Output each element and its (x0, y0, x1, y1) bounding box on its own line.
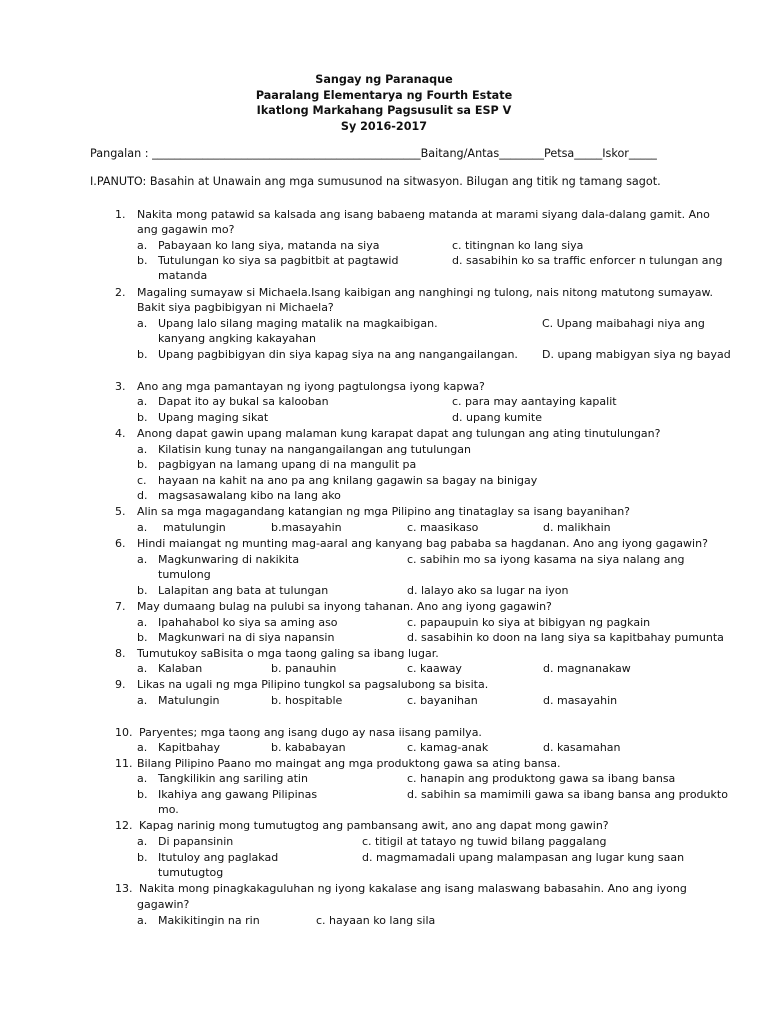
question-number: 4. (115, 427, 126, 440)
choice-text: Upang lalo silang maging matalik na magkaibigan. (158, 317, 438, 330)
student-info-line: Pangalan : ________________________________________________Baitang/Antas________Petsa_____Iskor_____ (90, 147, 657, 160)
choice-letter: b. (137, 348, 148, 361)
choice-text: b. panauhin (271, 662, 337, 675)
choice-text: c. para may aantaying kapalit (452, 395, 617, 408)
choice-text: d. magnanakaw (543, 662, 631, 675)
choice-text: c. titigil at tatayo ng tuwid bilang paggalang (362, 835, 607, 848)
choice-text: c. maasikaso (407, 521, 479, 534)
choice-text: hayaan na kahit na ano pa ang knilang gagawin sa bagay na binigay (158, 474, 538, 487)
question-text: Anong dapat gawin upang malaman kung karapat dapat ang tulungan ang ating tinutulungan? (137, 427, 661, 440)
choice-letter: a. (137, 521, 148, 534)
choice-letter: b. (137, 458, 148, 471)
choice-text: c. papaupuin ko siya at bibigyan ng pagkain (407, 616, 651, 629)
document-header (0, 72, 768, 134)
choice-letter: a. (137, 239, 148, 252)
choice-text: C. Upang maibahagi niya ang (542, 317, 705, 330)
choice-text: b.masayahin (271, 521, 342, 534)
question-text: Bakit siya pagbibigyan ni Michaela? (137, 301, 334, 314)
header-division: Sangay ng Paranaque (315, 73, 453, 86)
question-number: 3. (115, 380, 126, 393)
choice-text: Upang pagbibigyan din siya kapag siya na ang nangangailangan. (158, 348, 518, 361)
choice-text: c. kamag-anak (407, 741, 489, 754)
choice-letter: b. (137, 584, 148, 597)
choice-text: c. bayanihan (407, 694, 478, 707)
question-text: Nakita mong pinagkakaguluhan ng iyong kakalase ang isang malaswang babasahin. Ano ang iyong (139, 882, 687, 895)
choice-text: Ipahahabol ko siya sa aming aso (158, 616, 338, 629)
choice-text: d. masayahin (543, 694, 618, 707)
choice-text: Kapitbahay (158, 741, 221, 754)
question-number: 13. (115, 882, 133, 895)
question-text: Paryentes; mga taong ang isang dugo ay nasa iisang pamilya. (139, 726, 482, 739)
choice-letter: b. (137, 788, 148, 801)
choice-text: d. magmamadali upang malampasan ang lugar kung saan (362, 851, 685, 864)
choice-text: d. sasabihin ko doon na lang siya sa kapitbahay pumunta (407, 631, 724, 644)
choice-text: Magkunwari na di siya napansin (158, 631, 335, 644)
question-number: 8. (115, 647, 126, 660)
choice-text: Tangkilikin ang sariling atin (158, 772, 308, 785)
question-text: ang gagawin mo? (137, 223, 235, 236)
choice-text: Tutulungan ko siya sa pagbitbit at pagtawid (158, 254, 399, 267)
choice-text: c. sabihin mo sa iyong kasama na siya nalang ang (407, 553, 685, 566)
question-text: Likas na ugali ng mga Pilipino tungkol sa pagsalubong sa bisita. (137, 678, 489, 691)
question-number: 10. (115, 726, 133, 739)
choice-text: kanyang angking kakayahan (158, 332, 316, 345)
question-text: Nakita mong patawid sa kalsada ang isang babaeng matanda at marami siyang dala-dalang gamit. Ano (137, 208, 710, 221)
choice-text: Ikahiya ang gawang Pilipinas (158, 788, 318, 801)
choice-letter: c. (137, 474, 147, 487)
header-school: Paaralang Elementarya ng Fourth Estate (255, 88, 513, 102)
choice-letter: a. (137, 443, 148, 456)
choice-text: d. sabihin sa mamimili gawa sa ibang bansa ang produkto (407, 788, 728, 801)
choice-letter: b. (137, 631, 148, 644)
choice-letter: a. (137, 914, 148, 927)
choice-text: d. sasabihin ko sa traffic enforcer n tulungan ang (452, 254, 723, 267)
question-text: May dumaang bulag na pulubi sa inyong tahanan. Ano ang iyong gagawin? (137, 600, 552, 613)
question-number: 2. (115, 286, 126, 299)
instructions: I.PANUTO: Basahin at Unawain ang mga sumusunod na sitwasyon. Bilugan ang titik ng tamang sagot. (90, 175, 661, 188)
choice-text: Makikitingin na rin (158, 914, 260, 927)
choice-letter: a. (137, 772, 148, 785)
question-text: Hindi maiangat ng munting mag-aaral ang kanyang bag pababa sa hagdanan. Ano ang iyong gagawin? (137, 537, 708, 550)
choice-letter: b. (137, 851, 148, 864)
choice-text: c. titingnan ko lang siya (452, 239, 584, 252)
choice-text: Kilatisin kung tunay na nangangailangan ang tutulungan (158, 443, 471, 456)
choice-text: pagbigyan na lamang upang di na mangulit pa (158, 458, 417, 471)
choice-text: Matulungin (158, 694, 220, 707)
choice-letter: b. (137, 254, 148, 267)
choice-text: d. lalayo ako sa lugar na iyon (407, 584, 569, 597)
choice-text: Itutuloy ang paglakad (158, 851, 279, 864)
choice-letter: a. (137, 741, 148, 754)
choice-letter: a. (137, 395, 148, 408)
choice-letter: a. (137, 317, 148, 330)
choice-text: D. upang mabigyan siya ng bayad (542, 348, 731, 361)
question-text: Tumutukoy saBisita o mga taong galing sa ibang lugar. (137, 647, 439, 660)
choice-text: matanda (158, 269, 208, 282)
choice-text: b. hospitable (271, 694, 343, 707)
choice-letter: a. (137, 662, 148, 675)
choice-text: tumulong (158, 568, 211, 581)
choice-letter: b. (137, 411, 148, 424)
choice-text: mo. (158, 803, 179, 816)
header-school-year: Sy 2016-2017 (340, 119, 428, 133)
choice-letter: a. (137, 694, 148, 707)
choice-text: c. kaaway (407, 662, 462, 675)
choice-text: Lalapitan ang bata at tulungan (158, 584, 329, 597)
choice-text: d. kasamahan (543, 741, 621, 754)
choice-text: Upang maging sikat (158, 411, 269, 424)
choice-text: Kalaban (158, 662, 203, 675)
choice-text: c. hanapin ang produktong gawa sa ibang bansa (407, 772, 676, 785)
question-text: Kapag narinig mong tumutugtog ang pambansang awit, ano ang dapat mong gawin? (139, 819, 609, 832)
choice-text: b. kababayan (271, 741, 346, 754)
choice-text: Di papansinin (158, 835, 234, 848)
choice-letter: a. (137, 616, 148, 629)
choice-text: d. malikhain (543, 521, 611, 534)
question-number: 11. (115, 757, 133, 770)
question-text: Bilang Pilipino Paano mo maingat ang mga produktong gawa sa ating bansa. (137, 757, 561, 770)
question-number: 6. (115, 537, 126, 550)
choice-text: Magkunwaring di nakikita (158, 553, 300, 566)
choice-letter: a. (137, 835, 148, 848)
question-number: 7. (115, 600, 126, 613)
choice-text: Dapat ito ay bukal sa kalooban (158, 395, 329, 408)
choice-text: magsasawalang kibo na lang ako (158, 489, 341, 502)
choice-text: Pabayaan ko lang siya, matanda na siya (158, 239, 380, 252)
question-number: 12. (115, 819, 133, 832)
choice-text: matulungin (163, 521, 226, 534)
question-number: 5. (115, 505, 126, 518)
question-text: Alin sa mga magagandang katangian ng mga Pilipino ang tinataglay sa isang bayanihan? (137, 505, 631, 518)
question-text: Ano ang mga pamantayan ng iyong pagtulongsa iyong kapwa? (137, 380, 485, 393)
header-exam-title: Ikatlong Markahang Pagsusulit sa ESP V (256, 104, 512, 117)
choice-text: d. upang kumite (452, 411, 542, 424)
choice-text: c. hayaan ko lang sila (316, 914, 436, 927)
question-text: gagawin? (137, 898, 190, 911)
question-text: Magaling sumayaw si Michaela.Isang kaibigan ang nanghingi ng tulong, nais nitong matutong sumayaw. (137, 286, 713, 299)
choice-letter: d. (137, 489, 148, 502)
choice-letter: a. (137, 553, 148, 566)
question-number: 1. (115, 208, 126, 221)
choice-text: tumutugtog (158, 866, 224, 879)
question-number: 9. (115, 678, 126, 691)
